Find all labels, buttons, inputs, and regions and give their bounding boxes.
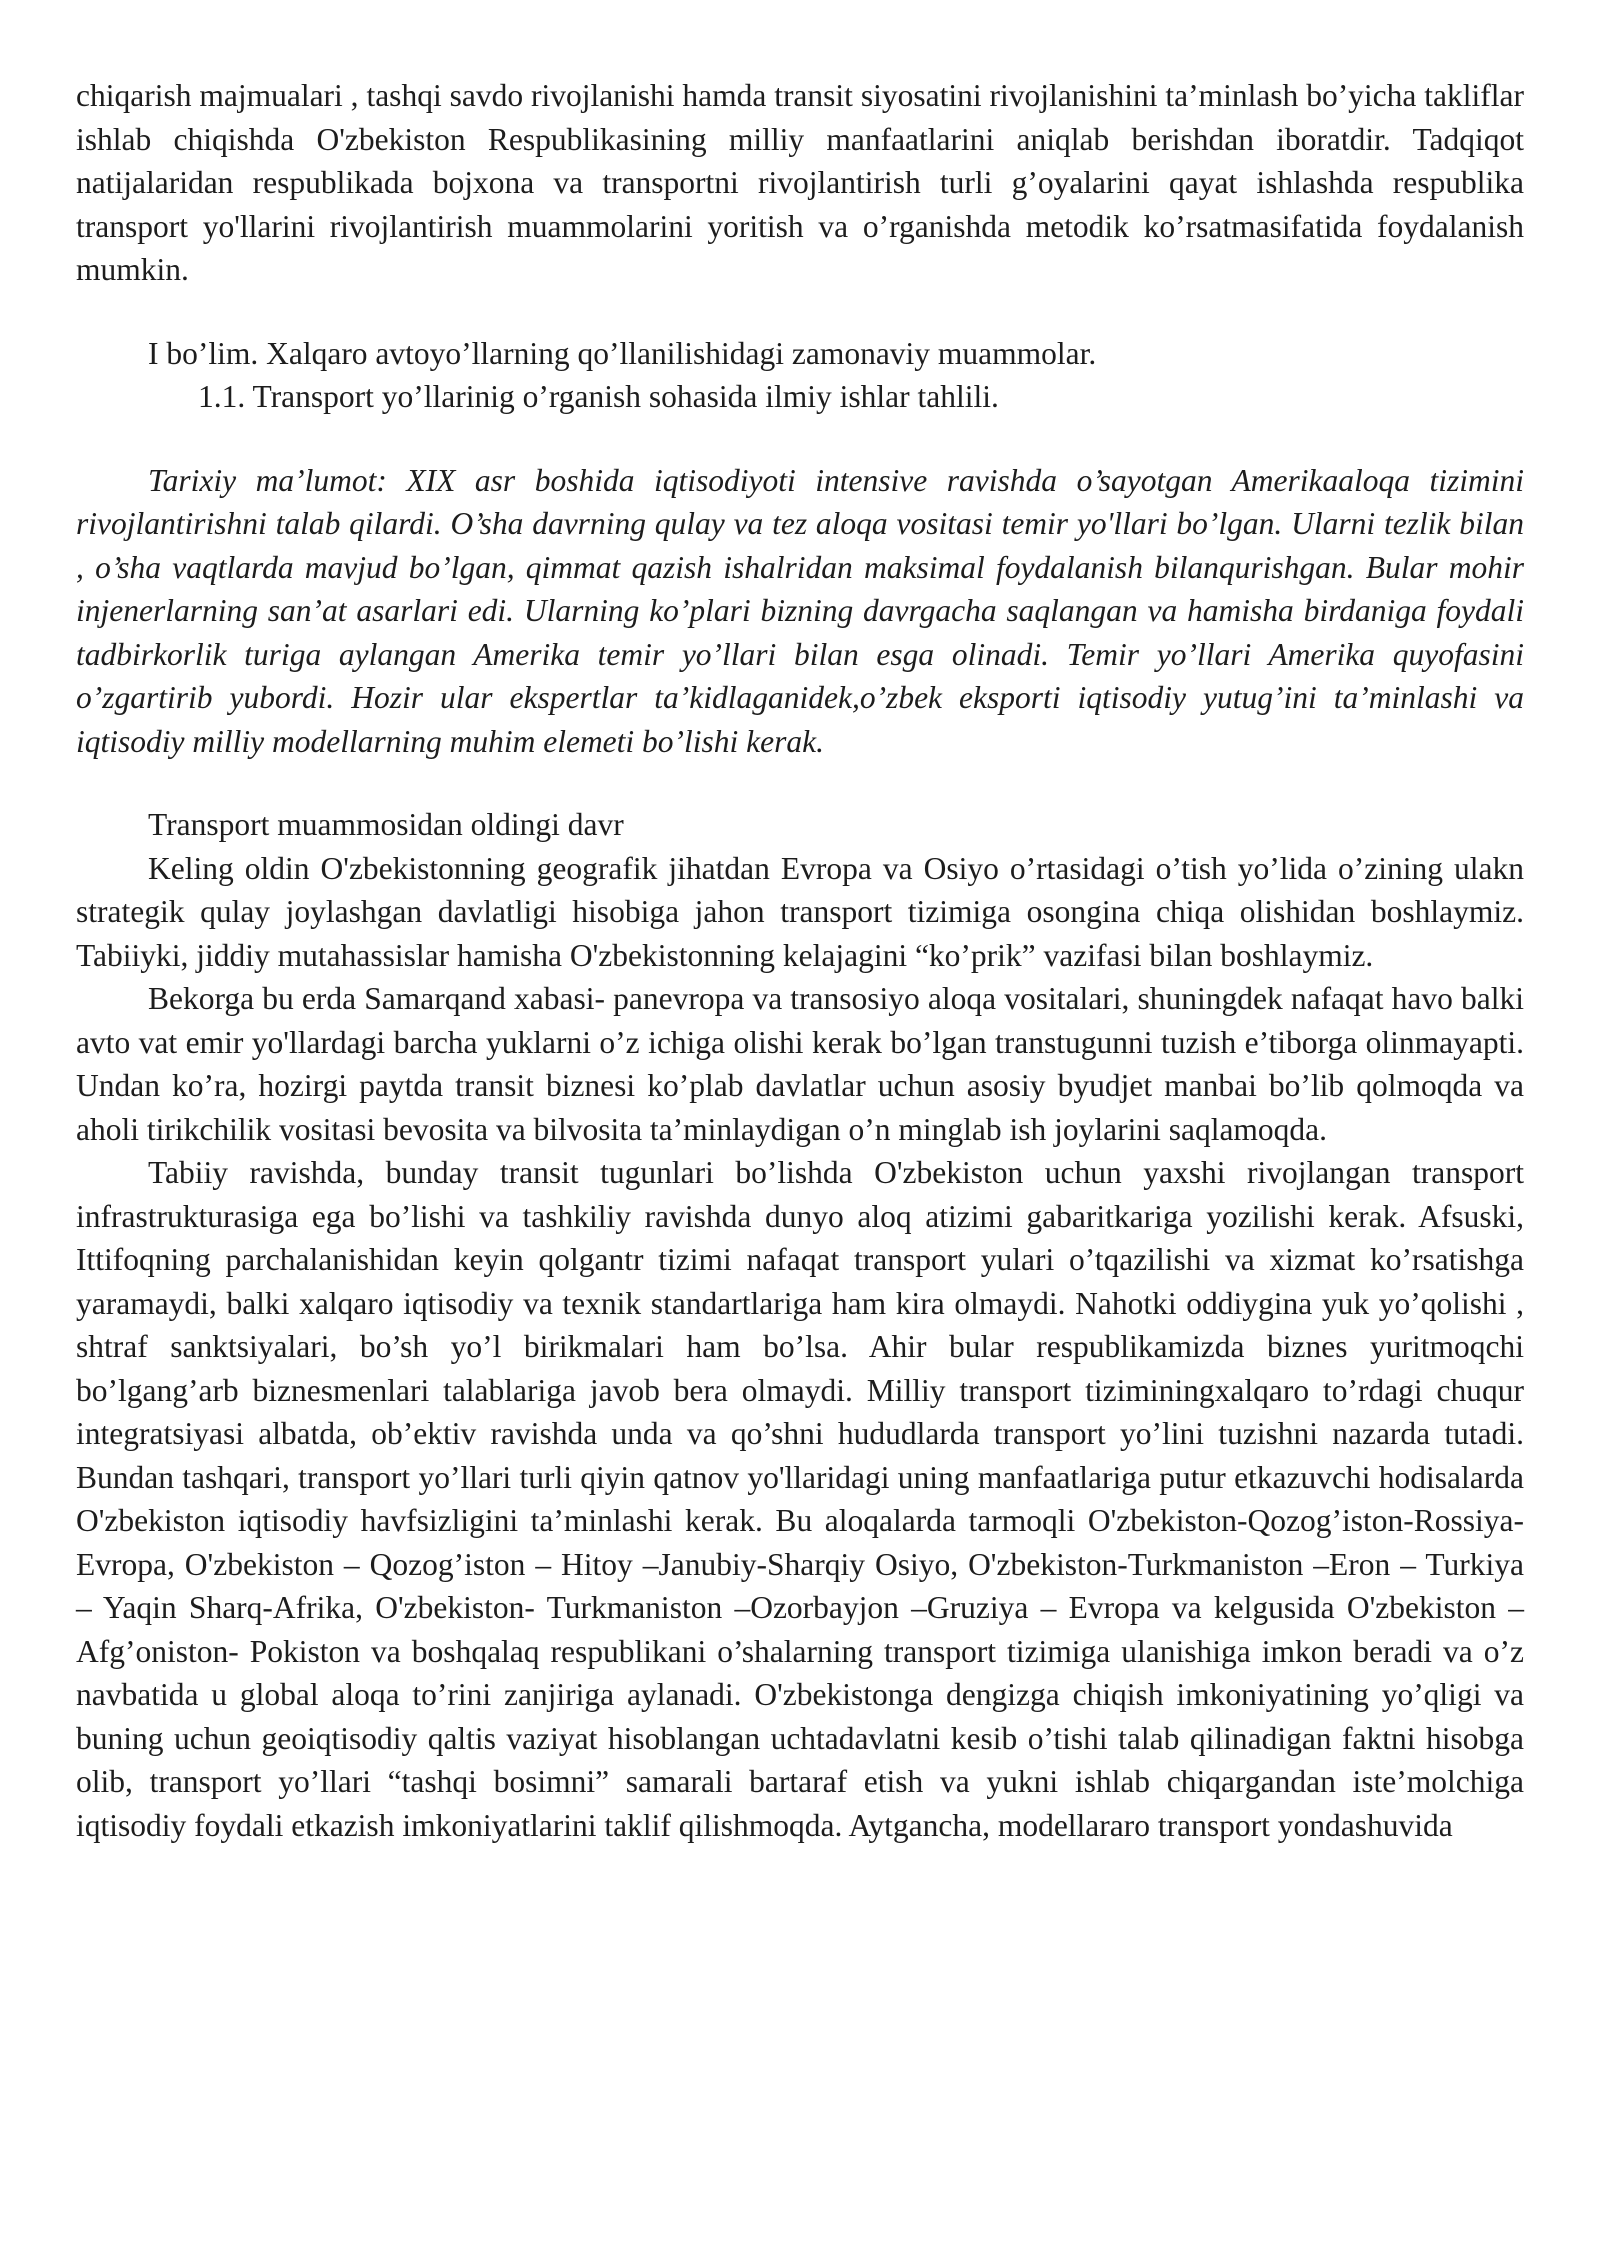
body-paragraph: Tabiiy ravishda, bunday transit tugunlari bo’lishda O'zbekiston uchun yaxshi rivojlangan transport infrastrukturasiga ega bo’lishi va tashkiliy ravishda dunyo aloq atizimi gabaritkariga yozilishi kerak. Afsuski, Ittifoqning parchalanishidan keyin qolgantr tizimi nafaqat transport yulari o’tqazilishi va xizmat ko’rsatishga yaramaydi, balki xalqaro iqtisodiy va texnik standartlariga ham kira olmaydi. Nahotki oddiygina yuk yo’qolishi , shtraf sanktsiyalari, bo’sh yo’l birikmalari ham bo’lsa. Ahir bular respublikamizda biznes yuritmoqchi bo’lgang’arb biznesmenlari talablariga javob bera olmaydi. Milliy transport tiziminingxalqaro to’rdagi chuqur integratsiyasi albatda, ob’ektiv ravishda unda va qo’shni hududlarda transport yo’lini tuzishni nazarda tutadi. Bundan tashqari, transport yo’llari turli qiyin qatnov yo'llaridagi uning manfaatlariga putur etkazuvchi hodisalarda O'zbekiston iqtisodiy havfsizligini ta’minlashi kerak. Bu aloqalarda tarmoqli O'zbekiston-Qozog’iston-Rossiya-Evropa, O'zbekiston – Qozog’iston – Hitoy –Janubiy-Sharqiy Osiyo, O'zbekiston-Turkmaniston –Eron – Turkiya – Yaqin Sharq-Afrika, O'zbekiston- Turkmaniston –Ozorbayjon –Gruziya – Evropa va kelgusida O'zbekiston – Afg’oniston- Pokiston va boshqalaq respublikani o’shalarning transport tizimiga ulanishiga imkon beradi va o’z navbatida u global aloqa to’rini zanjiriga aylanadi. O'zbekistonga dengizga chiqish imkoniyatining yo’qligi va buning uchun geoiqtisodiy qaltis vaziyat hisoblangan uchtadavlatni kesib o’tishi talab qilinadigan faktni hisobga olib, transport yo’llari “tashqi bosimni” samarali bartaraf etish va yukni ishlab chiqargandan iste’molchiga iqtisodiy foydali etkazish imkoniyatlarini taklif qilishmoqda. Aytgancha, modellararo transport yondashuvida (76, 1155, 1524, 1843)
italic-paragraph: Tarixiy ma’lumot: XIX asr boshida iqtisodiyoti intensive ravishda o’sayotgan Amerikaaloqa tizimini rivojlantirishni talab qilardi. O’sha davrning qulay va tez aloqa vositasi temir yo'llari bo’lgan. Ularni tezlik bilan , o’sha vaqtlarda mavjud bo’lgan, qimmat qazish ishalridan maksimal foydalanish bilanqurishgan. Bular mohir injenerlarning san’at asarlari edi. Ularning ko’plari bizning davrgacha saqlangan va hamisha birdaniga foydali tadbirkorlik turiga aylangan Amerika temir yo’llari bilan esga olinadi. Temir yo’llari Amerika quyofasini o’zgartirib yubordi. Hozir ular ekspertlar ta’kidlaganidek,o’zbek eksporti iqtisodiy yutug’ini ta’minlashi va iqtisodiy milliy modellarning muhim elemeti bo’lishi kerak. (76, 462, 1524, 759)
period-heading: Transport muammosidan oldingi davr (148, 807, 624, 842)
subsection-heading: 1.1. Transport yo’llarinig o’rganish sohasida ilmiy ishlar tahlili. (198, 379, 999, 414)
spacer (76, 763, 1524, 803)
body-paragraph: Bekorga bu erda Samarqand xabasi- panevropa va transosiyo aloqa vositalari, shuningdek nafaqat havo balki avto vat emir yo'llardagi barcha yuklarni o’z ichiga olishi kerak bo’lgan transtugunni tuzish e’tiborga olinmayapti. Undan ko’ra, hozirgi paytda transit biznesi ko’plab davlatlar uchun asosiy byudjet manbai bo’lib qolmoqda va aholi tirikchilik vositasi bevosita va bilvosita ta’minlaydigan o’n minglab ish joylarini saqlamoqda. (76, 981, 1524, 1147)
intro-paragraph: chiqarish majmualari , tashqi savdo rivojlanishi hamda transit siyosatini rivojlanishini ta’minlash bo’yicha takliflar ishlab chiqishda O'zbekiston Respublikasining milliy manfaatlarini aniqlab berishdan iboratdir. Tadqiqot natijalaridan respublikada bojxona va transportni rivojlantirish turli g’oyalarini qayat ishlashda respublika transport yo'llarini rivojlantirish muammolarini yoritish va o’rganishda metodik ko’rsatmasifatida foydalanish mumkin. (76, 78, 1524, 287)
section-heading: I bo’lim. Xalqaro avtoyo’llarning qo’llanilishidagi zamonaviy muammolar. (148, 335, 1097, 371)
spacer (76, 419, 1524, 459)
spacer (76, 292, 1524, 332)
body-paragraph: Keling oldin O'zbekistonning geografik jihatdan Evropa va Osiyo o’rtasidagi o’tish yo’lida o’zining ulakn strategik qulay joylashgan davlatligi hisobiga jahon transport tizimiga osongina chiqa olishidan boshlaymiz. Tabiiyki, jiddiy mutahassislar hamisha O'zbekistonning kelajagini “ko’prik” vazifasi bilan boshlaymiz. (76, 850, 1524, 973)
